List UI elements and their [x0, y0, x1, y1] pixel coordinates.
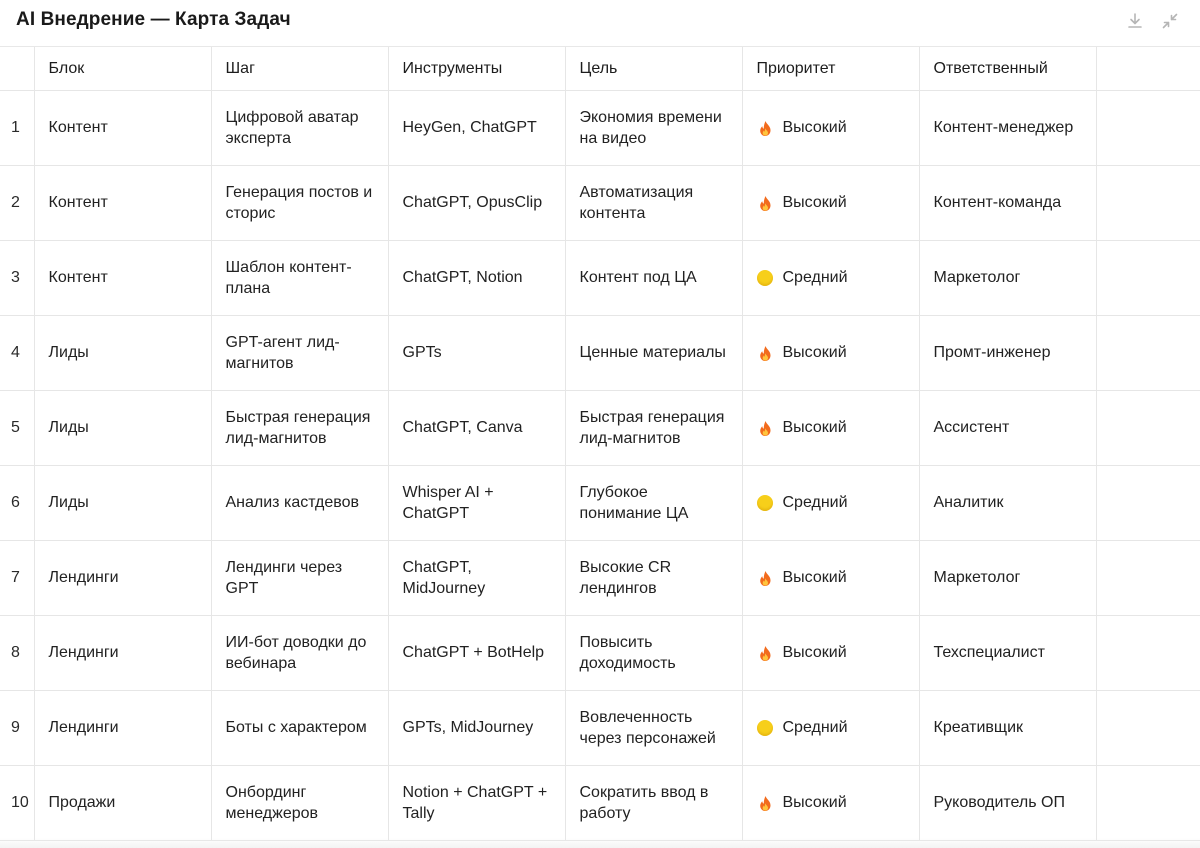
cell-empty[interactable] [1096, 166, 1200, 241]
cell-empty[interactable] [1096, 766, 1200, 841]
cell-tools[interactable]: ChatGPT + BotHelp [388, 616, 565, 691]
cell-priority[interactable] [742, 91, 919, 166]
table-row[interactable] [0, 166, 1200, 241]
fire-icon [757, 420, 774, 437]
priority-label [757, 792, 905, 814]
cell-tools[interactable]: ChatGPT, Canva [388, 391, 565, 466]
row-number[interactable]: 1 [0, 91, 34, 166]
table-row[interactable] [0, 391, 1200, 466]
fire-icon [757, 120, 774, 137]
yellow-circle-icon [757, 720, 774, 737]
cell-goal[interactable]: Сократить ввод в работу [565, 766, 742, 841]
cell-step[interactable]: Лендинги через GPT [211, 541, 388, 616]
header-row [0, 47, 1200, 91]
download-icon [1126, 12, 1144, 30]
row-number[interactable]: 5 [0, 391, 34, 466]
cell-priority[interactable] [742, 241, 919, 316]
header-priority[interactable]: Приоритет [742, 47, 919, 91]
cell-owner[interactable]: Креативщик [919, 691, 1096, 766]
cell-owner[interactable]: Контент-менеджер [919, 91, 1096, 166]
cell-empty[interactable] [1096, 466, 1200, 541]
table-row[interactable] [0, 616, 1200, 691]
cell-goal[interactable]: Вовлеченность через персонажей [565, 691, 742, 766]
priority-label [757, 642, 905, 664]
cell-block[interactable]: Лиды [34, 466, 211, 541]
cell-tools[interactable]: ChatGPT, OpusClip [388, 166, 565, 241]
cell-tools[interactable]: GPTs [388, 316, 565, 391]
header-goal[interactable]: Цель [565, 47, 742, 91]
cell-priority[interactable] [742, 166, 919, 241]
cell-owner[interactable]: Промт-инженер [919, 316, 1096, 391]
fire-icon [757, 795, 774, 812]
table-row[interactable] [0, 691, 1200, 766]
cell-priority[interactable] [742, 616, 919, 691]
cell-empty[interactable] [1096, 541, 1200, 616]
cell-tools[interactable]: Notion + ChatGPT + Tally [388, 766, 565, 841]
download-button[interactable] [1124, 10, 1146, 32]
cell-priority[interactable] [742, 541, 919, 616]
fire-icon [757, 195, 774, 212]
table-row[interactable] [0, 541, 1200, 616]
cell-tools[interactable]: ChatGPT, Notion [388, 241, 565, 316]
priority-text: Средний [782, 494, 848, 512]
priority-text: Средний [782, 719, 848, 737]
collapse-icon [1161, 12, 1179, 30]
table-row[interactable] [0, 241, 1200, 316]
cell-priority[interactable] [742, 391, 919, 466]
cell-empty[interactable] [1096, 391, 1200, 466]
priority-text: Высокий [782, 569, 847, 587]
cell-goal[interactable]: Быстрая генерация лид-магнитов [565, 391, 742, 466]
header-block[interactable]: Блок [34, 47, 211, 91]
header-empty[interactable] [1096, 47, 1200, 91]
cell-empty[interactable] [1096, 691, 1200, 766]
cell-block[interactable]: Лиды [34, 391, 211, 466]
cell-owner[interactable]: Руководитель ОП [919, 766, 1096, 841]
cell-goal[interactable]: Повысить доходимость [565, 616, 742, 691]
priority-label [757, 342, 905, 364]
priority-label [757, 417, 905, 439]
cell-step[interactable]: ИИ-бот доводки до вебинара [211, 616, 388, 691]
cell-owner[interactable]: Техспециалист [919, 616, 1096, 691]
title-bar [0, 0, 1200, 47]
cell-step[interactable]: Шаблон контент-плана [211, 241, 388, 316]
cell-priority[interactable] [742, 316, 919, 391]
cell-tools[interactable]: GPTs, MidJourney [388, 691, 565, 766]
cell-empty[interactable] [1096, 616, 1200, 691]
cell-goal[interactable]: Ценные материалы [565, 316, 742, 391]
header-step[interactable]: Шаг [211, 47, 388, 91]
row-number[interactable]: 3 [0, 241, 34, 316]
row-number[interactable]: 2 [0, 166, 34, 241]
row-number[interactable]: 8 [0, 616, 34, 691]
cell-priority[interactable] [742, 691, 919, 766]
table-row[interactable] [0, 91, 1200, 166]
cell-owner[interactable]: Маркетолог [919, 241, 1096, 316]
cell-goal[interactable]: Контент под ЦА [565, 241, 742, 316]
priority-label [757, 267, 905, 289]
cell-owner[interactable]: Ассистент [919, 391, 1096, 466]
yellow-circle-icon [757, 270, 774, 287]
priority-label [757, 117, 905, 139]
table-row[interactable] [0, 766, 1200, 841]
cell-goal[interactable]: Глубокое понимание ЦА [565, 466, 742, 541]
cell-empty[interactable] [1096, 241, 1200, 316]
row-number[interactable]: 9 [0, 691, 34, 766]
priority-text: Высокий [782, 794, 847, 812]
cell-step[interactable]: Онбординг менеджеров [211, 766, 388, 841]
document-title: AI Внедрение — Карта Задач [16, 9, 291, 30]
cell-tools[interactable]: ChatGPT, MidJourney [388, 541, 565, 616]
cell-block[interactable]: Лендинги [34, 691, 211, 766]
cell-block[interactable]: Лиды [34, 316, 211, 391]
cell-owner[interactable]: Аналитик [919, 466, 1096, 541]
cell-step[interactable]: Генерация постов и сторис [211, 166, 388, 241]
priority-text: Высокий [782, 344, 847, 362]
cell-goal[interactable]: Высокие CR лендингов [565, 541, 742, 616]
row-number[interactable]: 4 [0, 316, 34, 391]
cell-step[interactable]: Цифровой аватар эксперта [211, 91, 388, 166]
row-number[interactable]: 10 [0, 766, 34, 841]
priority-text: Высокий [782, 419, 847, 437]
table-row[interactable] [0, 466, 1200, 541]
cell-step[interactable]: Боты с характером [211, 691, 388, 766]
cell-block[interactable]: Контент [34, 166, 211, 241]
fire-icon [757, 645, 774, 662]
priority-label [757, 492, 905, 514]
cell-step[interactable]: Быстрая генерация лид-магнитов [211, 391, 388, 466]
cell-block[interactable]: Контент [34, 241, 211, 316]
task-table [0, 47, 1200, 841]
cell-tools[interactable]: Whisper AI + ChatGPT [388, 466, 565, 541]
cell-goal[interactable]: Экономия времени на видео [565, 91, 742, 166]
header-index[interactable] [0, 47, 34, 91]
priority-text: Средний [782, 269, 848, 287]
cell-step[interactable]: Анализ кастдевов [211, 466, 388, 541]
priority-text: Высокий [782, 644, 847, 662]
cell-block[interactable]: Контент [34, 91, 211, 166]
cell-empty[interactable] [1096, 316, 1200, 391]
cell-block[interactable]: Продажи [34, 766, 211, 841]
priority-text: Высокий [782, 194, 847, 212]
cell-step[interactable]: GPT-агент лид-магнитов [211, 316, 388, 391]
priority-label [757, 717, 905, 739]
fire-icon [757, 570, 774, 587]
table-row[interactable] [0, 316, 1200, 391]
cell-block[interactable]: Лендинги [34, 541, 211, 616]
cell-tools[interactable]: HeyGen, ChatGPT [388, 91, 565, 166]
cell-empty[interactable] [1096, 91, 1200, 166]
priority-text: Высокий [782, 119, 847, 137]
header-owner[interactable]: Ответственный [919, 47, 1096, 91]
cell-block[interactable]: Лендинги [34, 616, 211, 691]
cell-priority[interactable] [742, 466, 919, 541]
yellow-circle-icon [757, 495, 774, 512]
cell-goal[interactable]: Автоматизация контента [565, 166, 742, 241]
cell-owner[interactable]: Контент-команда [919, 166, 1096, 241]
cell-priority[interactable] [742, 766, 919, 841]
header-tools[interactable]: Инструменты [388, 47, 565, 91]
fire-icon [757, 345, 774, 362]
collapse-button[interactable] [1159, 10, 1181, 32]
priority-label [757, 567, 905, 589]
row-number[interactable]: 7 [0, 541, 34, 616]
priority-label [757, 192, 905, 214]
row-number[interactable]: 6 [0, 466, 34, 541]
cell-owner[interactable]: Маркетолог [919, 541, 1096, 616]
